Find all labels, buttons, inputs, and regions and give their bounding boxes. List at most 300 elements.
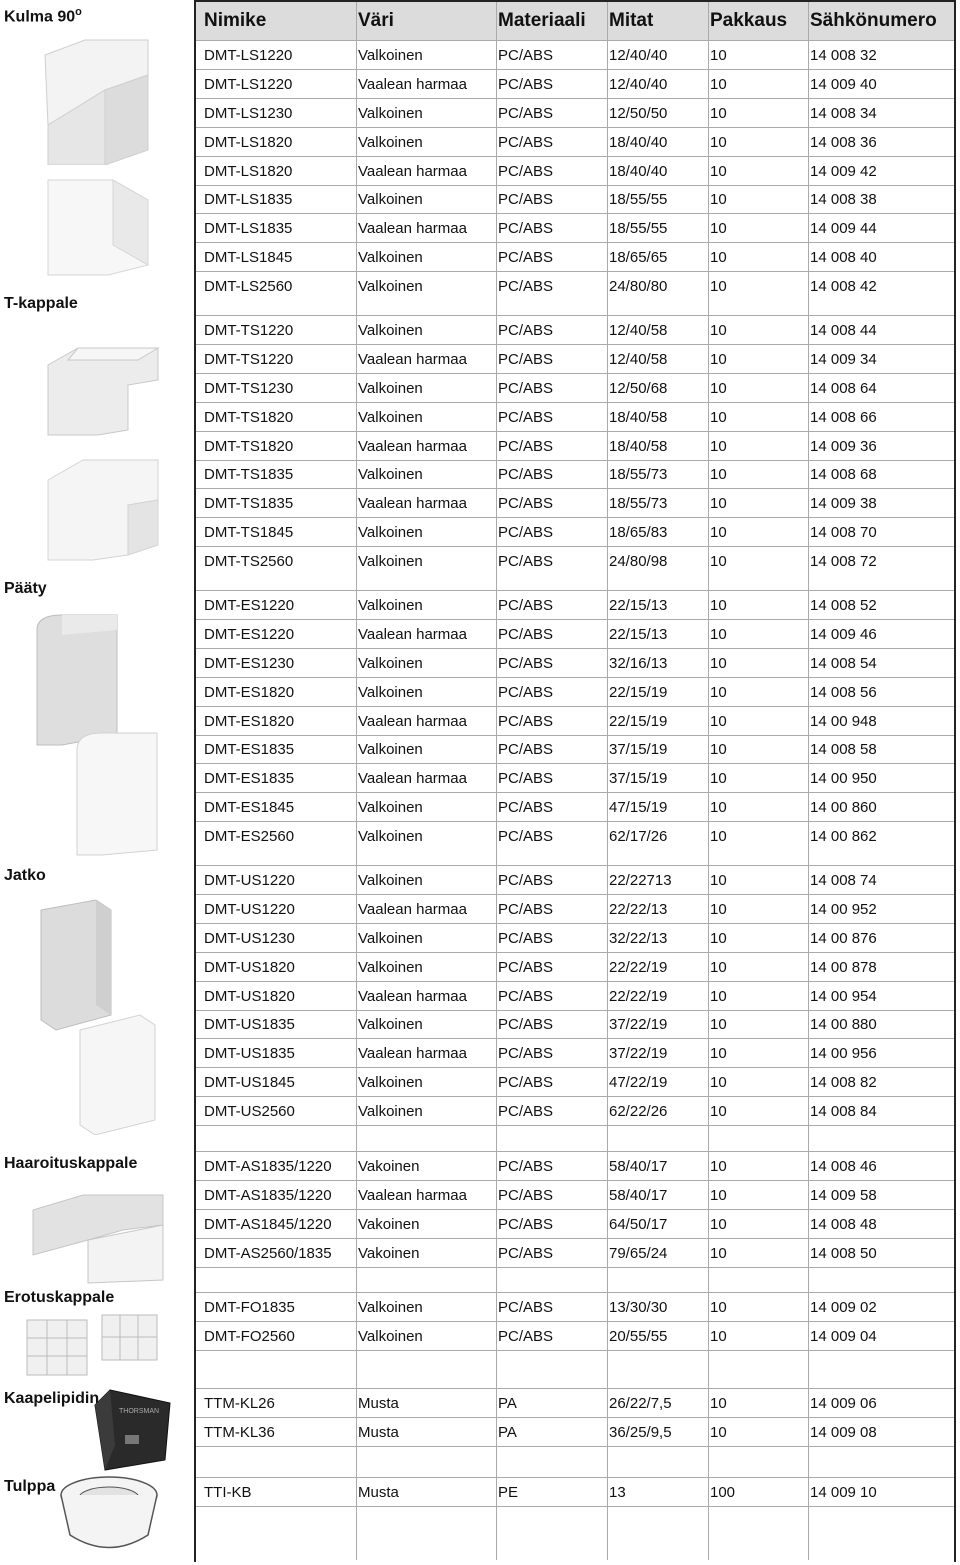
table-cell-col-4: 10	[710, 654, 727, 672]
table-cell-col-0: DMT-TS1820	[204, 437, 294, 455]
table-cell-col-3: 18/40/58	[609, 437, 668, 455]
table-cell-col-2: PC/ABS	[498, 75, 554, 93]
table-cell-col-3: 24/80/98	[609, 553, 668, 571]
column-header-4: Pakkaus	[710, 10, 788, 31]
table-cell-col-4: 10	[710, 278, 727, 296]
table-cell-col-2: PC/ABS	[498, 683, 554, 701]
table-cell-col-1: Valkoinen	[358, 553, 423, 571]
category-label-jatko: Jatko	[4, 867, 46, 884]
table-row	[196, 517, 954, 547]
table-row	[196, 706, 954, 736]
table-cell-col-4: 10	[710, 1074, 727, 1092]
group-spacer-row	[196, 1125, 954, 1137]
table-cell-col-3: 37/22/19	[609, 1016, 668, 1034]
category-sidebar	[0, 0, 193, 1564]
column-divider	[356, 2, 357, 1560]
product-table	[194, 0, 956, 1562]
table-cell-col-2: PC/ABS	[498, 1328, 554, 1345]
table-cell-col-2: PC/ABS	[498, 929, 554, 947]
table-cell-col-3: 64/50/17	[609, 1216, 668, 1233]
table-cell-col-0: DMT-AS1835/1220	[204, 1158, 332, 1175]
table-cell-col-2: PC/ABS	[498, 741, 554, 759]
table-cell-col-4: 10	[710, 524, 727, 542]
table-cell-col-3: 18/65/65	[609, 249, 668, 267]
table-cell-col-2: PC/ABS	[498, 1074, 554, 1092]
table-cell-col-5: 14 00 954	[810, 987, 877, 1005]
table-cell-col-3: 79/65/24	[609, 1245, 668, 1262]
table-cell-col-1: Vaalean harmaa	[358, 437, 467, 455]
table-cell-col-3: 18/55/73	[609, 466, 668, 484]
table-cell-col-5: 14 009 38	[810, 495, 877, 513]
table-cell-col-0: DMT-ES2560	[204, 828, 295, 846]
table-cell-col-5: 14 008 84	[810, 1103, 877, 1121]
cable-holder-product-image	[85, 1385, 185, 1475]
group-spacer-row	[196, 1350, 954, 1374]
table-cell-col-3: 58/40/17	[609, 1158, 668, 1175]
separator-product-image	[22, 1310, 167, 1380]
table-cell-col-3: 18/40/58	[609, 408, 668, 426]
table-cell-col-3: 22/15/19	[609, 683, 668, 701]
column-divider	[607, 2, 608, 1560]
column-header-0: Nimike	[204, 10, 267, 31]
table-row	[196, 98, 954, 128]
table-cell-col-1: Valkoinen	[358, 408, 423, 426]
table-cell-col-3: 22/22/19	[609, 958, 668, 976]
table-cell-col-4: 10	[710, 350, 727, 368]
table-cell-col-1: Valkoinen	[358, 104, 423, 122]
table-cell-col-3: 37/15/19	[609, 770, 668, 788]
table-row	[196, 1180, 954, 1210]
table-cell-col-5: 14 008 58	[810, 741, 877, 759]
table-cell-col-5: 14 009 34	[810, 350, 877, 368]
table-row	[196, 981, 954, 1011]
table-cell-col-1: Vaalean harmaa	[358, 220, 467, 238]
table-cell-col-0: DMT-ES1835	[204, 770, 295, 788]
table-cell-col-2: PC/ABS	[498, 162, 554, 180]
table-cell-col-2: PC/ABS	[498, 1158, 554, 1175]
table-cell-col-4: 10	[710, 321, 727, 339]
table-cell-col-3: 12/40/58	[609, 350, 668, 368]
table-row	[196, 1477, 954, 1507]
table-cell-col-4: 10	[710, 1299, 727, 1316]
table-cell-col-2: PA	[498, 1424, 517, 1441]
table-cell-col-0: DMT-AS1835/1220	[204, 1187, 332, 1204]
table-cell-col-5: 14 009 10	[810, 1484, 877, 1501]
table-cell-col-5: 14 008 66	[810, 408, 877, 426]
table-cell-col-4: 10	[710, 900, 727, 918]
table-cell-col-0: DMT-TS2560	[204, 553, 294, 571]
table-cell-col-1: Valkoinen	[358, 871, 423, 889]
table-cell-col-3: 62/22/26	[609, 1103, 668, 1121]
table-cell-col-1: Valkoinen	[358, 524, 423, 542]
table-cell-col-2: PC/ABS	[498, 799, 554, 817]
table-cell-col-4: 10	[710, 1328, 727, 1345]
table-cell-col-3: 20/55/55	[609, 1328, 668, 1345]
table-cell-col-2: PC/ABS	[498, 654, 554, 672]
end-cap-product-image-2	[72, 725, 162, 860]
table-cell-col-2: PC/ABS	[498, 712, 554, 730]
table-cell-col-5: 14 00 860	[810, 799, 877, 817]
table-cell-col-4: 10	[710, 553, 727, 571]
table-cell-col-0: DMT-LS1220	[204, 75, 293, 93]
table-cell-col-3: 22/15/19	[609, 712, 668, 730]
table-row	[196, 590, 954, 620]
table-cell-col-5: 14 008 74	[810, 871, 877, 889]
table-cell-col-1: Valkoinen	[358, 466, 423, 484]
corner-90-product-image-2	[38, 170, 158, 280]
table-cell-col-0: DMT-US1220	[204, 900, 295, 918]
table-cell-col-3: 22/22/19	[609, 987, 668, 1005]
table-cell-col-1: Musta	[358, 1395, 399, 1412]
t-piece-product-image-2	[38, 445, 163, 565]
table-cell-col-5: 14 00 880	[810, 1016, 877, 1034]
table-cell-col-5: 14 008 42	[810, 278, 877, 296]
table-cell-col-4: 10	[710, 466, 727, 484]
table-cell-col-5: 14 009 58	[810, 1187, 877, 1204]
table-cell-col-3: 18/40/40	[609, 133, 668, 151]
table-cell-col-1: Valkoinen	[358, 46, 423, 64]
table-row	[196, 1010, 954, 1040]
table-cell-col-2: PC/ABS	[498, 553, 554, 571]
table-cell-col-5: 14 00 952	[810, 900, 877, 918]
table-cell-col-0: DMT-US1220	[204, 871, 295, 889]
table-cell-col-2: PC/ABS	[498, 350, 554, 368]
table-cell-col-1: Valkoinen	[358, 379, 423, 397]
table-cell-col-4: 10	[710, 1103, 727, 1121]
table-cell-col-0: DMT-ES1220	[204, 596, 295, 614]
table-cell-col-2: PC/ABS	[498, 1016, 554, 1034]
table-row	[196, 1038, 954, 1068]
table-cell-col-3: 22/22/13	[609, 900, 668, 918]
table-cell-col-5: 14 009 44	[810, 220, 877, 238]
table-cell-col-2: PC/ABS	[498, 46, 554, 64]
table-row	[196, 648, 954, 678]
table-cell-col-1: Vaalean harmaa	[358, 350, 467, 368]
category-label-kulma: Kulma 90$^o$	[4, 6, 82, 26]
table-cell-col-3: 32/16/13	[609, 654, 668, 672]
table-cell-col-2: PC/ABS	[498, 104, 554, 122]
table-cell-col-3: 12/50/68	[609, 379, 668, 397]
table-cell-col-0: DMT-ES1845	[204, 799, 295, 817]
table-cell-col-0: DMT-US1230	[204, 929, 295, 947]
table-cell-col-4: 10	[710, 1216, 727, 1233]
table-cell-col-4: 10	[710, 596, 727, 614]
category-label-t-kappale: T-kappale	[4, 295, 78, 312]
table-cell-col-0: DMT-FO2560	[204, 1328, 295, 1345]
table-cell-col-2: PC/ABS	[498, 379, 554, 397]
table-row	[196, 1067, 954, 1097]
table-cell-col-2: PC/ABS	[498, 1299, 554, 1316]
table-row	[196, 952, 954, 982]
table-cell-col-2: PC/ABS	[498, 828, 554, 846]
table-cell-col-0: DMT-ES1820	[204, 712, 295, 730]
table-cell-col-5: 14 008 68	[810, 466, 877, 484]
column-header-2: Materiaali	[498, 10, 586, 31]
table-cell-col-5: 14 008 50	[810, 1245, 877, 1262]
table-row	[196, 213, 954, 243]
table-cell-col-1: Valkoinen	[358, 1328, 423, 1345]
table-cell-col-1: Valkoinen	[358, 1299, 423, 1316]
table-cell-col-4: 10	[710, 712, 727, 730]
column-header-3: Mitat	[609, 10, 654, 31]
table-cell-col-0: DMT-US2560	[204, 1103, 295, 1121]
table-cell-col-5: 14 008 48	[810, 1216, 877, 1233]
table-cell-col-1: Valkoinen	[358, 741, 423, 759]
table-cell-col-1: Valkoinen	[358, 1016, 423, 1034]
table-cell-col-4: 10	[710, 1016, 727, 1034]
table-cell-col-5: 14 00 956	[810, 1045, 877, 1063]
table-cell-col-1: Vaalean harmaa	[358, 1187, 467, 1204]
table-row	[196, 156, 954, 186]
table-cell-col-0: DMT-US1820	[204, 987, 295, 1005]
table-cell-col-4: 10	[710, 379, 727, 397]
table-cell-col-3: 24/80/80	[609, 278, 668, 296]
table-cell-col-0: DMT-TS1835	[204, 466, 294, 484]
table-row	[196, 923, 954, 953]
table-cell-col-4: 10	[710, 828, 727, 846]
table-cell-col-3: 18/40/40	[609, 162, 668, 180]
table-row	[196, 242, 954, 272]
table-cell-col-5: 14 008 82	[810, 1074, 877, 1092]
table-cell-col-5: 14 008 54	[810, 654, 877, 672]
table-cell-col-2: PC/ABS	[498, 1103, 554, 1121]
group-spacer-row	[196, 1506, 954, 1565]
table-cell-col-2: PC/ABS	[498, 625, 554, 643]
category-label-erotuskappale: Erotuskappale	[4, 1289, 115, 1306]
table-cell-col-2: PC/ABS	[498, 987, 554, 1005]
table-cell-col-3: 12/40/40	[609, 46, 668, 64]
table-row	[196, 460, 954, 490]
column-divider	[708, 2, 709, 1560]
table-cell-col-0: DMT-LS1230	[204, 104, 293, 122]
table-cell-col-5: 14 00 948	[810, 712, 877, 730]
table-row	[196, 1388, 954, 1418]
table-cell-col-0: DMT-LS1820	[204, 162, 293, 180]
table-cell-col-4: 10	[710, 929, 727, 947]
joint-product-image-2	[75, 1010, 160, 1135]
table-cell-col-2: PC/ABS	[498, 1245, 554, 1262]
table-cell-col-2: PC/ABS	[498, 958, 554, 976]
table-cell-col-2: PC/ABS	[498, 466, 554, 484]
table-row	[196, 1238, 954, 1268]
table-cell-col-0: DMT-ES1230	[204, 654, 295, 672]
table-row	[196, 488, 954, 518]
table-row	[196, 1321, 954, 1351]
table-cell-col-2: PC/ABS	[498, 408, 554, 426]
table-cell-col-3: 13/30/30	[609, 1299, 668, 1316]
table-cell-col-1: Valkoinen	[358, 828, 423, 846]
table-cell-col-1: Vaalean harmaa	[358, 495, 467, 513]
table-cell-col-0: DMT-US1835	[204, 1016, 295, 1034]
table-cell-col-3: 37/22/19	[609, 1045, 668, 1063]
table-row	[196, 185, 954, 215]
table-cell-col-3: 18/55/73	[609, 495, 668, 513]
table-cell-col-3: 62/17/26	[609, 828, 668, 846]
table-cell-col-1: Vaalean harmaa	[358, 770, 467, 788]
table-cell-col-0: DMT-TS1220	[204, 321, 294, 339]
table-cell-col-5: 14 008 70	[810, 524, 877, 542]
table-cell-col-3: 18/65/83	[609, 524, 668, 542]
table-cell-col-2: PA	[498, 1395, 517, 1412]
table-cell-col-4: 10	[710, 162, 727, 180]
group-spacer-row	[196, 1446, 954, 1463]
table-cell-col-4: 10	[710, 191, 727, 209]
table-cell-col-1: Valkoinen	[358, 654, 423, 672]
table-cell-col-1: Vakoinen	[358, 1158, 420, 1175]
table-cell-col-1: Vaalean harmaa	[358, 625, 467, 643]
table-cell-col-3: 37/15/19	[609, 741, 668, 759]
table-cell-col-5: 14 008 56	[810, 683, 877, 701]
table-cell-col-5: 14 009 46	[810, 625, 877, 643]
table-cell-col-4: 10	[710, 1424, 727, 1441]
table-cell-col-0: TTI-KB	[204, 1484, 252, 1501]
table-cell-col-4: 10	[710, 741, 727, 759]
table-row	[196, 402, 954, 432]
table-cell-col-5: 14 009 04	[810, 1328, 877, 1345]
table-cell-col-4: 10	[710, 408, 727, 426]
table-cell-col-1: Vaalean harmaa	[358, 900, 467, 918]
table-cell-col-4: 10	[710, 133, 727, 151]
table-row	[196, 431, 954, 461]
table-cell-col-3: 22/22713	[609, 871, 672, 889]
table-cell-col-0: DMT-ES1835	[204, 741, 295, 759]
table-cell-col-3: 32/22/13	[609, 929, 668, 947]
table-cell-col-5: 14 008 46	[810, 1158, 877, 1175]
table-cell-col-5: 14 008 44	[810, 321, 877, 339]
table-cell-col-0: TTM-KL26	[204, 1395, 275, 1412]
table-row	[196, 373, 954, 403]
table-cell-col-5: 14 008 32	[810, 46, 877, 64]
table-cell-col-0: DMT-US1835	[204, 1045, 295, 1063]
table-row	[196, 344, 954, 374]
table-cell-col-4: 10	[710, 46, 727, 64]
cable-holder-logo-text: THORSMAN	[119, 1408, 160, 1415]
corner-90-product-image	[30, 30, 155, 165]
table-cell-col-5: 14 00 876	[810, 929, 877, 947]
table-cell-col-3: 47/22/19	[609, 1074, 668, 1092]
table-cell-col-5: 14 009 42	[810, 162, 877, 180]
table-cell-col-1: Valkoinen	[358, 191, 423, 209]
table-cell-col-2: PC/ABS	[498, 1187, 554, 1204]
table-cell-col-2: PC/ABS	[498, 278, 554, 296]
table-cell-col-5: 14 008 40	[810, 249, 877, 267]
table-cell-col-3: 12/40/58	[609, 321, 668, 339]
table-cell-col-3: 18/55/55	[609, 220, 668, 238]
table-cell-col-4: 10	[710, 1187, 727, 1204]
table-cell-col-2: PC/ABS	[498, 321, 554, 339]
table-cell-col-0: DMT-AS2560/1835	[204, 1245, 332, 1262]
category-label-haaroituskappale: Haaroituskappale	[4, 1155, 138, 1172]
table-cell-col-2: PC/ABS	[498, 596, 554, 614]
table-cell-col-2: PE	[498, 1484, 519, 1501]
table-cell-col-2: PC/ABS	[498, 220, 554, 238]
table-cell-col-0: DMT-TS1835	[204, 495, 294, 513]
table-cell-col-4: 10	[710, 1158, 727, 1175]
table-row	[196, 821, 954, 851]
table-cell-col-1: Vaalean harmaa	[358, 1045, 467, 1063]
table-cell-col-2: PC/ABS	[498, 437, 554, 455]
table-cell-col-1: Valkoinen	[358, 1074, 423, 1092]
table-cell-col-4: 10	[710, 104, 727, 122]
table-cell-col-4: 10	[710, 799, 727, 817]
table-cell-col-5: 14 00 878	[810, 958, 877, 976]
table-cell-col-0: DMT-LS1835	[204, 220, 293, 238]
table-cell-col-0: DMT-LS1820	[204, 133, 293, 151]
table-cell-col-3: 13	[609, 1484, 626, 1501]
table-cell-col-1: Valkoinen	[358, 958, 423, 976]
table-cell-col-3: 12/40/40	[609, 75, 668, 93]
table-cell-col-0: DMT-TS1820	[204, 408, 294, 426]
table-row	[196, 1096, 954, 1126]
table-cell-col-4: 10	[710, 437, 727, 455]
table-cell-col-1: Valkoinen	[358, 321, 423, 339]
branch-piece-product-image	[28, 1185, 168, 1285]
table-cell-col-0: DMT-US1820	[204, 958, 295, 976]
table-cell-col-0: DMT-ES1220	[204, 625, 295, 643]
table-cell-col-1: Vaalean harmaa	[358, 162, 467, 180]
table-cell-col-5: 14 00 950	[810, 770, 877, 788]
table-row	[196, 127, 954, 157]
table-cell-col-1: Valkoinen	[358, 1103, 423, 1121]
table-cell-col-5: 14 009 40	[810, 75, 877, 93]
table-cell-col-2: PC/ABS	[498, 495, 554, 513]
table-row	[196, 69, 954, 99]
table-cell-col-4: 10	[710, 249, 727, 267]
table-cell-col-1: Vakoinen	[358, 1216, 420, 1233]
table-cell-col-4: 10	[710, 495, 727, 513]
table-cell-col-4: 10	[710, 987, 727, 1005]
table-cell-col-2: PC/ABS	[498, 1045, 554, 1063]
table-cell-col-1: Vaalean harmaa	[358, 712, 467, 730]
table-cell-col-4: 10	[710, 1395, 727, 1412]
table-cell-col-2: PC/ABS	[498, 524, 554, 542]
table-cell-col-5: 14 009 08	[810, 1424, 877, 1441]
table-cell-col-5: 14 009 02	[810, 1299, 877, 1316]
table-cell-col-5: 14 009 06	[810, 1395, 877, 1412]
table-cell-col-4: 10	[710, 1245, 727, 1262]
category-label-tulppa: Tulppa	[4, 1478, 56, 1495]
table-cell-col-1: Valkoinen	[358, 133, 423, 151]
table-cell-col-4: 10	[710, 220, 727, 238]
table-cell-col-1: Valkoinen	[358, 683, 423, 701]
column-header-5: Sähkönumero	[810, 10, 937, 31]
column-divider	[808, 2, 809, 1560]
table-row	[196, 763, 954, 793]
table-cell-col-1: Musta	[358, 1484, 399, 1501]
table-cell-col-4: 10	[710, 871, 727, 889]
table-cell-col-2: PC/ABS	[498, 191, 554, 209]
table-cell-col-2: PC/ABS	[498, 770, 554, 788]
table-cell-col-1: Musta	[358, 1424, 399, 1441]
table-row	[196, 619, 954, 649]
plug-product-image	[52, 1470, 167, 1560]
table-row	[196, 40, 954, 70]
group-spacer-row	[196, 1267, 954, 1278]
table-cell-col-3: 22/15/13	[609, 596, 668, 614]
table-cell-col-1: Vaalean harmaa	[358, 75, 467, 93]
table-cell-col-0: DMT-LS1220	[204, 46, 293, 64]
table-cell-col-2: PC/ABS	[498, 249, 554, 267]
table-cell-col-3: 26/22/7,5	[609, 1395, 672, 1412]
table-cell-col-4: 10	[710, 75, 727, 93]
t-piece-product-image	[38, 330, 163, 440]
table-cell-col-2: PC/ABS	[498, 133, 554, 151]
table-cell-col-0: DMT-TS1220	[204, 350, 294, 368]
table-cell-col-1: Valkoinen	[358, 596, 423, 614]
table-row	[196, 315, 954, 345]
table-row	[196, 865, 954, 895]
table-row	[196, 677, 954, 707]
